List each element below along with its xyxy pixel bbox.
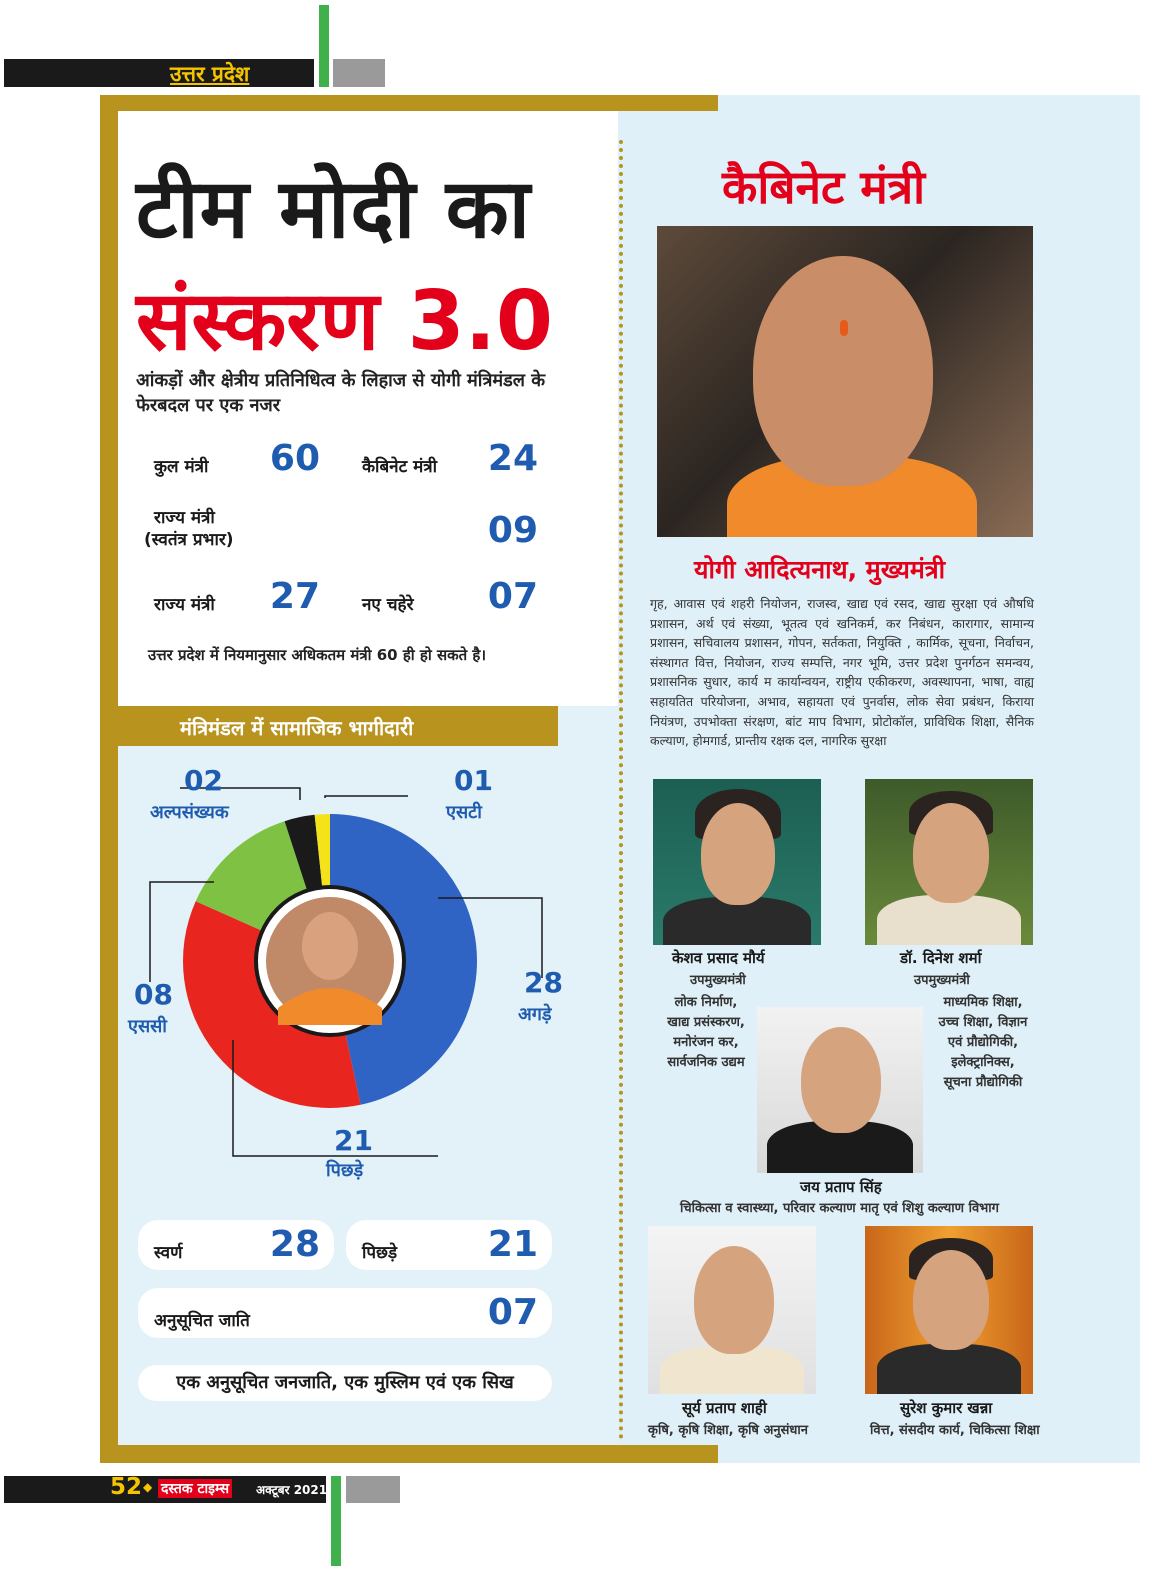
rule-note: उत्तर प्रदेश में नियमानुसार अधिकतम मंत्री 60 ही हो सकते है। <box>148 646 487 664</box>
headline-line-1: टीम मोदी का <box>136 162 531 257</box>
gold-frame-top <box>100 95 718 111</box>
minister-portfolio: चिकित्सा व स्वास्थ्या, परिवार कल्याण मातृ एवं शिशु कल्याण विभाग <box>680 1201 999 1216</box>
chart-value-st: 01 <box>454 764 493 797</box>
jacket <box>877 1344 1021 1394</box>
stat-value: 09 <box>487 510 538 551</box>
stat-total-ministers <box>138 434 334 484</box>
stat-value: 07 <box>487 1292 538 1333</box>
face <box>701 803 775 905</box>
banner-text: मंत्रिमंडल में सामाजिक भागीदारी <box>180 716 414 740</box>
leader-st <box>325 796 408 798</box>
stat-backward <box>346 1220 552 1270</box>
face <box>801 1027 881 1133</box>
portfolio-line: लोक निर्माण, <box>674 995 738 1010</box>
face <box>913 803 989 903</box>
stat-label: पिछड़े <box>362 1243 398 1263</box>
minister-portfolio <box>656 993 756 1073</box>
minister-name: केशव प्रसाद मौर्य <box>672 949 765 967</box>
stat-label: राज्य मंत्री <box>154 595 215 615</box>
footer-grey-block <box>346 1476 400 1503</box>
photo-suresh-khanna <box>865 1226 1033 1394</box>
headline-line-2: संस्करण 3.0 <box>136 274 553 369</box>
stat-label: कुल मंत्री <box>154 457 209 477</box>
social-participation-banner <box>118 706 558 746</box>
minister-name: जय प्रताप सिंह <box>800 1178 882 1196</box>
stat-sc <box>138 1288 552 1338</box>
gold-frame-bottom <box>100 1445 718 1463</box>
chart-value-sc: 08 <box>134 978 173 1011</box>
stat-label: अनुसूचित जाति <box>154 1311 250 1331</box>
cm-portfolio: गृह, आवास एवं शहरी नियोजन, राजस्व, खाद्य एवं रसद, खाद्य सुरक्षा एवं औषधि प्रशासन, अर्थ एवं संख्या, भूतत्व एवं खनिकर्म, कर निबंधन, कारागार, सामान्य प्रशासन, सचिवालय प्रशासन, गोपन, सर्तकता, नियुक्ति , कार्मिक, सूचना, निर्वाचन, संस्थागत वित्त, नियोजन, राज्य सम्पत्ति, नगर भूमि, उत्तर प्रदेश पुनर्गठन समन्वय, प्रशासनिक सुधार, कार्य म कार्यान्वयन, राष्ट्रीय एकीकरण, अवस्थापना, भाषा, वाह्य सहायतित परियोजना, अभाव, सहायता एवं पुनर्वास, लोक सेवा प्रबंधन, किराया नियंत्रण, उपभोक्ता संरक्षण, बांट माप विभाग, प्रोटोकॉल, प्राविधिक शिक्षा, सैनिक कल्याण, होमगार्ड, प्रान्तीय रक्षक दल, नागरिक सुरक्षा <box>650 596 1034 749</box>
chart-label-sc: एससी <box>128 1016 167 1037</box>
portrait-face <box>302 912 358 980</box>
stat-label: नए चहेरे <box>362 595 414 615</box>
stat-label: स्वर्ण <box>154 1243 183 1263</box>
gold-frame-left <box>100 95 118 1463</box>
footer-accent-bar <box>331 1476 341 1566</box>
photo-jay-pratap <box>757 1007 923 1173</box>
stat-value: 28 <box>269 1224 320 1265</box>
chart-value-minority: 02 <box>184 764 223 797</box>
stat-value: 07 <box>487 576 538 617</box>
chart-label-backward: पिछड़े <box>326 1160 364 1181</box>
chart-label-forward: अगड़े <box>518 1004 552 1025</box>
header-grey-block <box>333 59 385 87</box>
photo-surya-pratap <box>648 1226 816 1394</box>
chart-label-st: एसटी <box>446 802 482 823</box>
stat-value: 24 <box>487 438 538 479</box>
portfolio-line: सूचना प्रौद्योगिकी <box>943 1075 1023 1090</box>
stat-value: 21 <box>487 1224 538 1265</box>
stat-label: राज्य मंत्री <box>154 508 215 528</box>
minister-portfolio <box>924 993 1042 1093</box>
cabinet-title: कैबिनेट मंत्री <box>722 160 926 214</box>
diamond-icon: ◆ <box>143 1480 153 1494</box>
portfolio-line: माध्यमिक शिक्षा, <box>943 995 1023 1010</box>
stat-state-ministers <box>138 572 334 622</box>
issue-month: अक्टूबर 2021 <box>256 1483 328 1497</box>
portfolio-line: मनोरंजन कर, <box>673 1035 739 1050</box>
tilak <box>840 320 848 336</box>
stat-new-faces <box>346 572 552 622</box>
stat-value: 27 <box>269 576 320 617</box>
minister-portfolio: कृषि, कृषि शिक्षा, कृषि अनुसंधान <box>648 1423 808 1438</box>
header-bar <box>4 59 314 87</box>
section-label: उत्तर प्रदेश <box>170 62 250 86</box>
portfolio-line: सार्वजनिक उद्यम <box>667 1055 745 1070</box>
photo-dinesh <box>865 779 1033 945</box>
subtitle: आंकड़ों और क्षेत्रीय प्रतिनिधित्व के लिहाज से योगी मंत्रिमंडल के फेरबदल पर एक नजर <box>136 370 546 416</box>
chart-value-backward: 21 <box>334 1124 373 1157</box>
page-number: 52 <box>110 1474 143 1500</box>
minister-name: सूर्य प्रताप शाही <box>682 1399 767 1417</box>
minister-name: डॉ. दिनेश शर्मा <box>900 949 982 967</box>
minority-note: एक अनुसूचित जनजाति, एक मुस्लिम एवं एक सिख <box>138 1365 552 1401</box>
minister-name: सुरेश कुमार खन्ना <box>900 1399 993 1417</box>
portfolio-line: खाद्य प्रसंस्करण, <box>667 1015 745 1030</box>
portfolio-line: एवं प्रौद्योगिकी, <box>947 1035 1019 1050</box>
stat-value: 60 <box>269 438 320 479</box>
dotted-divider <box>619 140 623 1440</box>
chart-label-minority: अल्पसंख्यक <box>150 802 229 823</box>
cm-photo <box>657 226 1033 537</box>
portfolio-line: उच्च शिक्षा, विज्ञान <box>938 1015 1028 1030</box>
minister-portfolio: वित्त, संसदीय कार्य, चिकित्सा शिक्षा <box>870 1423 1040 1438</box>
stat-cabinet-ministers <box>346 434 552 484</box>
face <box>753 256 933 486</box>
header-accent-bar <box>319 5 329 87</box>
stat-label-2: (स्वतंत्र प्रभार) <box>144 530 234 550</box>
stat-label: कैबिनेट मंत्री <box>362 457 438 477</box>
minister-role: उपमुख्यमंत्री <box>690 973 746 988</box>
cm-name: योगी आदित्यनाथ, मुख्यमंत्री <box>694 555 946 584</box>
photo-keshav <box>653 779 821 945</box>
face <box>913 1250 989 1350</box>
magazine-logo: दस्तक टाइम्स <box>158 1479 232 1498</box>
portfolio-line: इलेक्ट्रानिक्स, <box>951 1055 1015 1070</box>
face <box>694 1246 774 1354</box>
stat-independent-ministers <box>138 502 552 556</box>
chart-value-forward: 28 <box>524 966 563 999</box>
stat-general <box>138 1220 334 1270</box>
minister-role: उपमुख्यमंत्री <box>914 973 970 988</box>
